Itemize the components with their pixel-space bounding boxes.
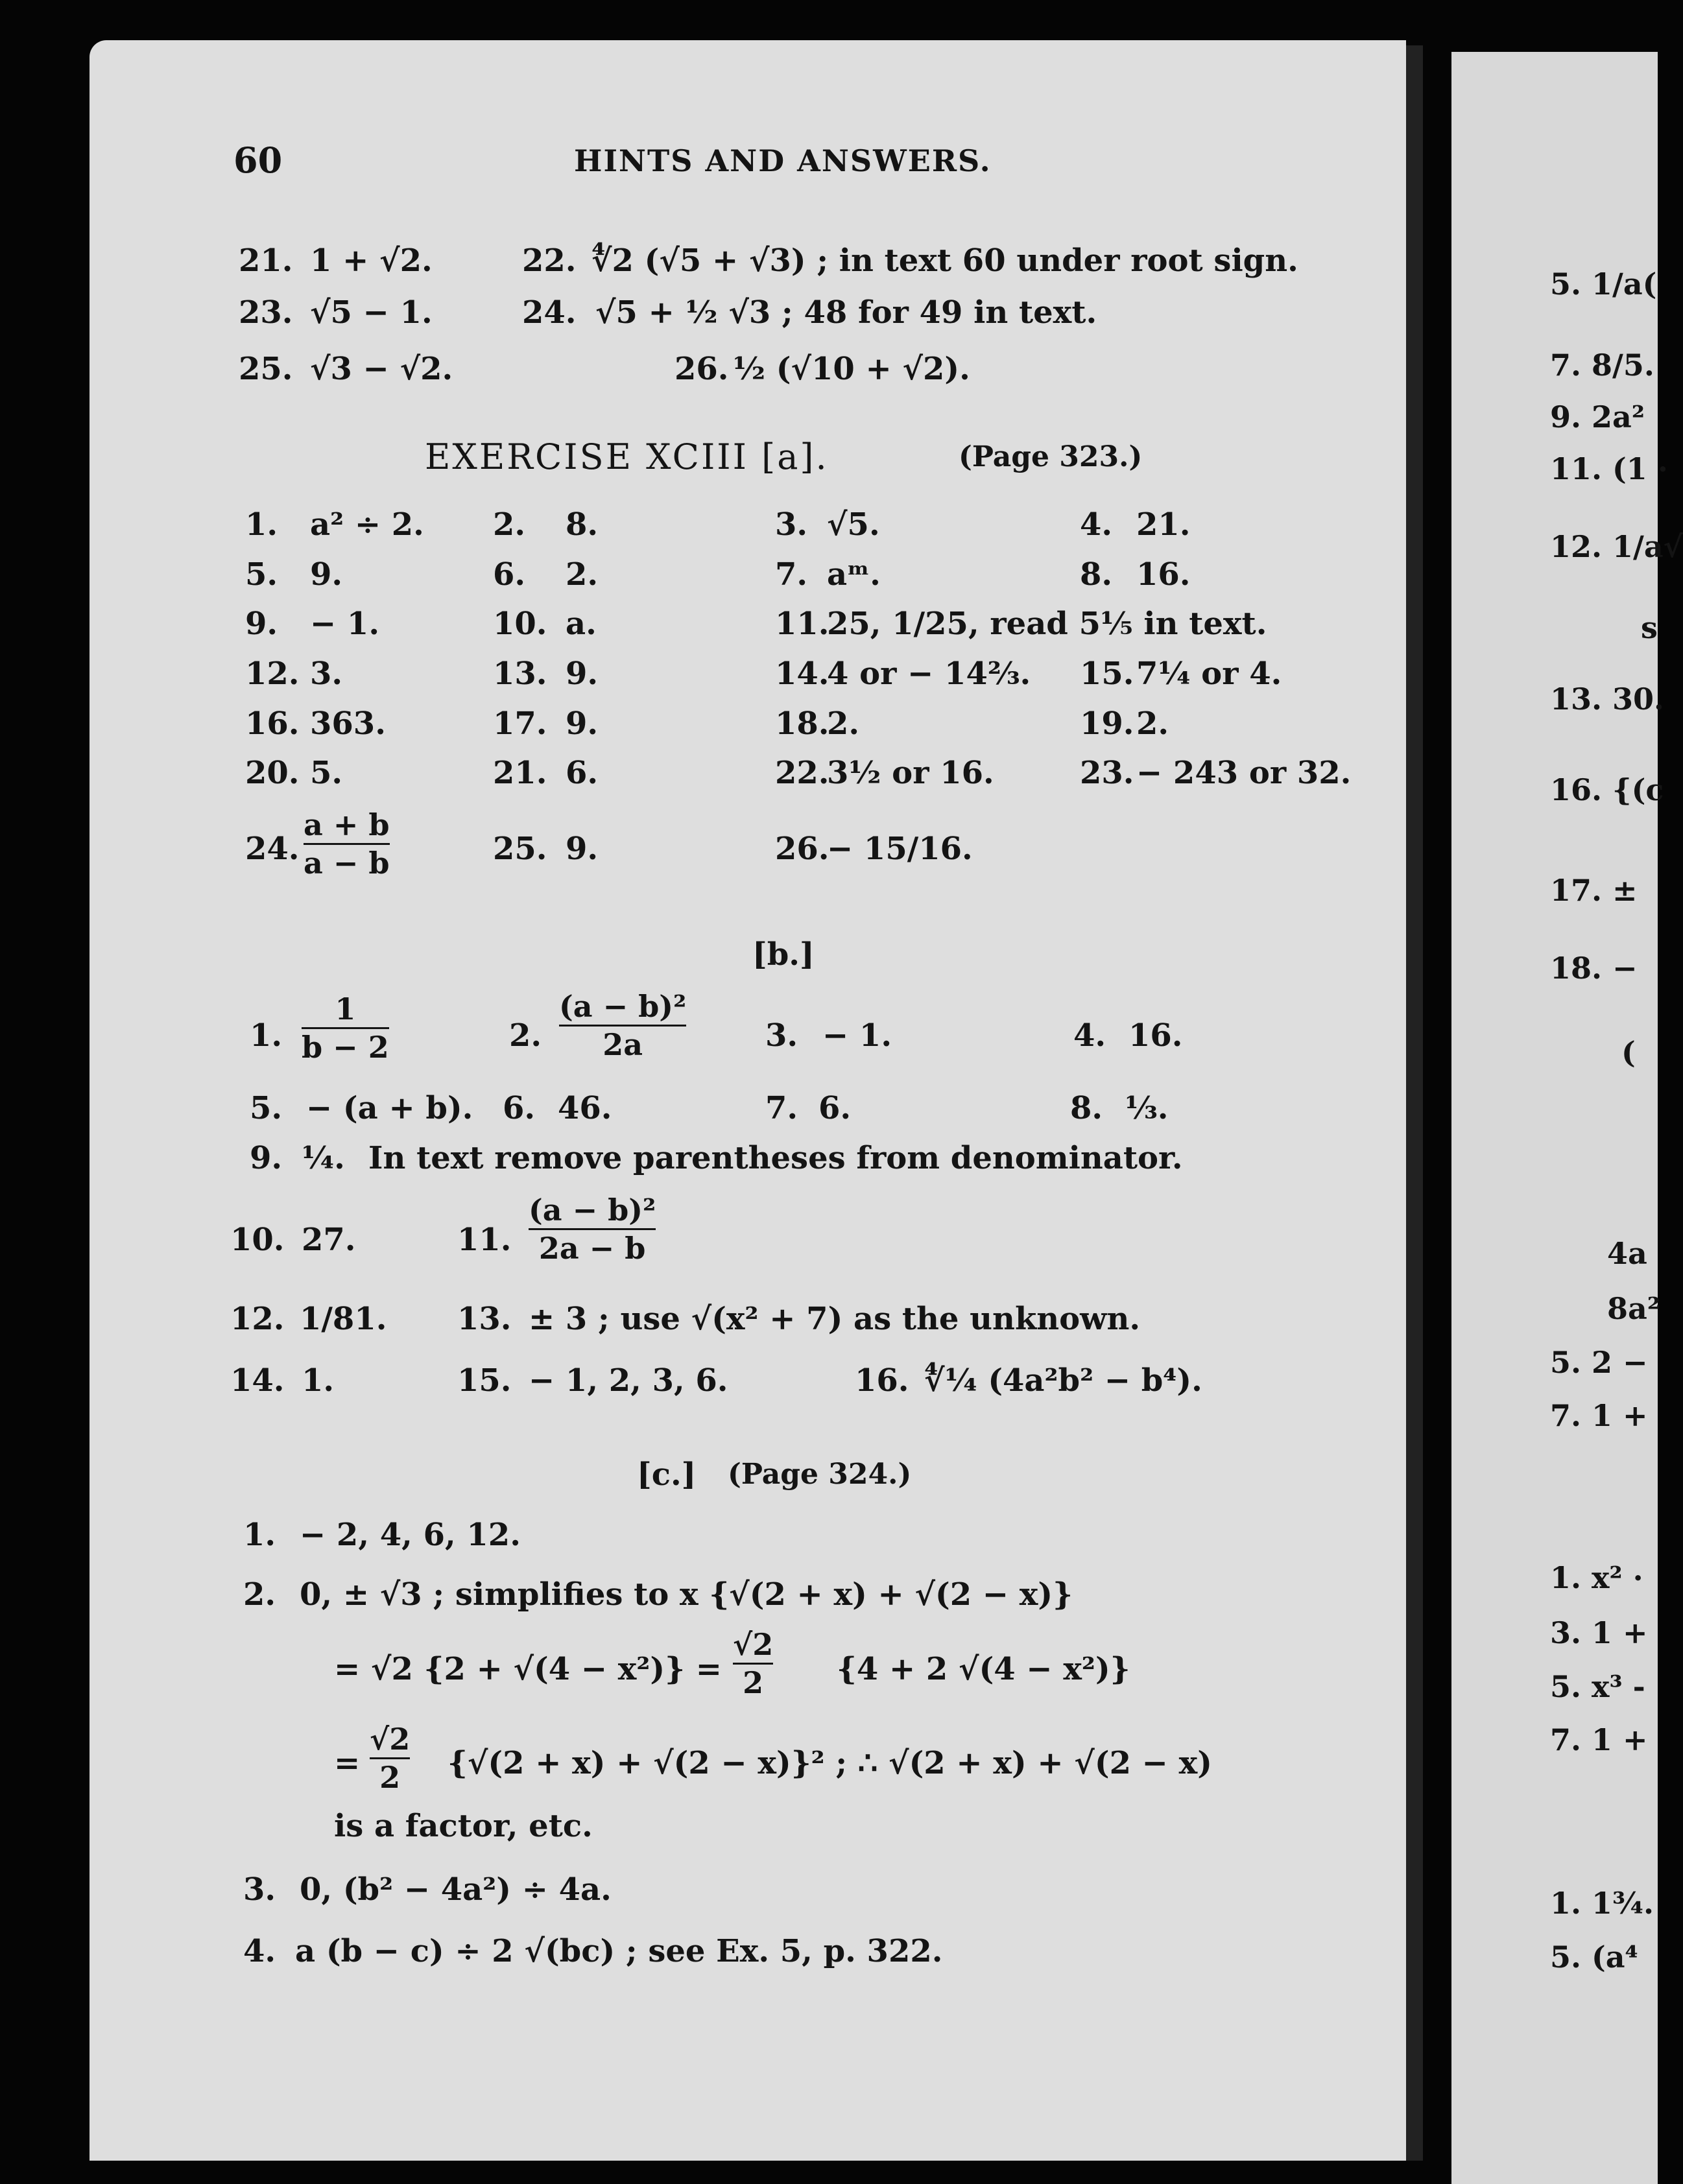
- answer-number: 12.: [230, 1301, 285, 1337]
- answer-text: − 243 or 32.: [1136, 755, 1352, 791]
- answer-text: 5.: [310, 755, 343, 791]
- answer-number: 8.: [1080, 556, 1113, 593]
- answer-number: 26.: [674, 351, 729, 387]
- answer-text: 4 or − 14⅔.: [827, 656, 1031, 692]
- equation-line: =: [334, 1745, 361, 1781]
- page-number: 60: [233, 139, 283, 181]
- right-page-line: 3. 1 +: [1550, 1615, 1648, 1650]
- answer-text: √5 + ½ √3 ; 48 for 49 in text.: [595, 294, 1097, 331]
- right-page-line: 8a²: [1607, 1291, 1660, 1326]
- answer-number: 1.: [243, 1517, 276, 1553]
- answer-number: 3.: [243, 1871, 276, 1908]
- answer-text: − (a + b).: [306, 1090, 473, 1126]
- answer-number: 19.: [1080, 706, 1134, 742]
- right-page-line: 4a: [1607, 1236, 1647, 1271]
- answer-note: In text remove parentheses from denominator.: [368, 1140, 1183, 1176]
- answer-number: 25.: [493, 831, 547, 867]
- right-page-line: 9. 2a²: [1550, 399, 1645, 434]
- exercise-page-ref: (Page 323.): [959, 440, 1143, 473]
- equation-line: = √2 {2 + √(4 − x²)} =: [334, 1651, 722, 1687]
- right-page-line: 17. ±: [1550, 873, 1638, 908]
- right-page-line: 5. (a⁴: [1550, 1940, 1638, 1975]
- section-c-page-ref: (Page 324.): [728, 1458, 912, 1491]
- right-page-line: 7. 8/5.: [1550, 348, 1654, 383]
- answer-text: 9.: [566, 656, 599, 692]
- right-page-line: 13. 30.: [1550, 682, 1665, 717]
- answer-text: a (b − c) ÷ 2 √(bc) ; see Ex. 5, p. 322.: [295, 1933, 943, 1969]
- answer-number: 21.: [239, 243, 293, 279]
- section-b-title: [b.]: [752, 936, 815, 973]
- answer-text: − 1.: [310, 606, 380, 642]
- answer-text: √5.: [827, 506, 880, 543]
- answer-number: 16.: [245, 706, 300, 742]
- right-page-line: 5. 1/a(: [1550, 267, 1657, 302]
- right-page-line: 5. 2 −: [1550, 1345, 1648, 1380]
- right-page-line: 12. 1/a√: [1550, 529, 1683, 564]
- answer-text: 363.: [310, 706, 386, 742]
- answer-number: 9.: [250, 1140, 283, 1176]
- answer-text: ∜¼ (4a²b² − b⁴).: [924, 1362, 1202, 1399]
- fraction-denominator: 2a − b: [538, 1231, 646, 1266]
- fraction-denominator: 2a: [603, 1027, 643, 1063]
- answer-number: 10.: [230, 1222, 285, 1258]
- answer-number: 23.: [239, 294, 293, 331]
- running-title: HINTS AND ANSWERS.: [574, 143, 992, 178]
- answer-text: 27.: [302, 1222, 356, 1258]
- answer-number: 13.: [457, 1301, 512, 1337]
- answer-number: 7.: [765, 1090, 798, 1126]
- fraction-numerator: 1: [335, 991, 356, 1027]
- answer-text: 6.: [566, 755, 599, 791]
- answer-number: 12.: [245, 656, 300, 692]
- right-page-line: 1. x² ·: [1550, 1560, 1643, 1595]
- answer-number: 17.: [493, 706, 547, 742]
- answer-text: 9.: [310, 556, 343, 593]
- fraction-denominator: a − b: [304, 846, 390, 881]
- answer-note: is a factor, etc.: [334, 1808, 593, 1844]
- answer-number: 8.: [1070, 1090, 1103, 1126]
- answer-text: ¼.: [302, 1140, 345, 1176]
- answer-number: 25.: [239, 351, 293, 387]
- answer-number: 13.: [493, 656, 547, 692]
- answer-number: 14.: [230, 1362, 285, 1399]
- answer-number: 26.: [775, 831, 830, 867]
- answer-number: 4.: [1080, 506, 1113, 543]
- right-page-line: 11. (1 ·: [1550, 451, 1668, 486]
- answer-number: 14.: [775, 656, 830, 692]
- answer-number: 15.: [1080, 656, 1134, 692]
- answer-text: 9.: [566, 706, 599, 742]
- fraction-bar: [733, 1663, 773, 1665]
- answer-number: 15.: [457, 1362, 512, 1399]
- answer-text: 7¼ or 4.: [1136, 656, 1282, 692]
- answer-text: ∜2 (√5 + √3) ; in text 60 under root sign.: [591, 243, 1298, 279]
- right-page-line: 1. 1¾.: [1550, 1886, 1654, 1921]
- fraction-b2: [559, 991, 686, 1061]
- answer-text: a.: [566, 606, 597, 642]
- answer-number: 1.: [245, 506, 278, 543]
- equation-line: {4 + 2 √(4 − x²)}: [837, 1651, 1130, 1687]
- answer-text: 21.: [1136, 506, 1191, 543]
- answer-text: 0, (b² − 4a²) ÷ 4a.: [300, 1871, 612, 1908]
- right-page-line: 7. 1 +: [1550, 1398, 1648, 1433]
- answer-number: 2.: [509, 1017, 542, 1054]
- answer-text: 16.: [1136, 556, 1191, 593]
- answer-text: 25, 1/25, read 5⅕ in text.: [827, 606, 1267, 642]
- fraction-bar: [529, 1228, 656, 1230]
- answer-text: 1/81.: [300, 1301, 387, 1337]
- answer-text: 16.: [1128, 1017, 1183, 1054]
- fraction-bar: [370, 1757, 410, 1759]
- answer-text: 6.: [818, 1090, 852, 1126]
- section-c-title: [c.]: [637, 1456, 697, 1493]
- answer-number: 4.: [1073, 1017, 1106, 1054]
- answer-text: − 1, 2, 3, 6.: [529, 1362, 728, 1399]
- fraction-denominator: 2: [379, 1760, 401, 1796]
- right-page-line: (: [1621, 1035, 1636, 1070]
- answer-text: ½ (√10 + √2).: [733, 351, 970, 387]
- fraction-numerator: √2: [370, 1722, 411, 1757]
- answer-text: − 15/16.: [827, 831, 973, 867]
- answer-text: √3 − √2.: [310, 351, 453, 387]
- answer-number: 7.: [775, 556, 808, 593]
- answer-number: 3.: [775, 506, 808, 543]
- fraction-bar: [302, 1027, 389, 1029]
- answer-text: ± 3 ; use √(x² + 7) as the unknown.: [529, 1301, 1141, 1337]
- answer-number: 9.: [245, 606, 278, 642]
- fraction-numerator: a + b: [304, 807, 390, 842]
- answer-text: aᵐ.: [827, 556, 881, 593]
- answer-text: 1 + √2.: [310, 243, 433, 279]
- fraction-numerator: (a − b)²: [529, 1193, 656, 1228]
- answer-number: 2.: [243, 1576, 276, 1613]
- fraction-bar: [304, 843, 390, 845]
- exercise-title: EXERCISE XCIII [a].: [425, 436, 829, 477]
- answer-number: 4.: [243, 1933, 276, 1969]
- answer-number: 10.: [493, 606, 547, 642]
- answer-number: 5.: [245, 556, 278, 593]
- fraction-numerator: √2: [733, 1627, 774, 1662]
- right-page-line: 16. {(c: [1550, 772, 1664, 807]
- right-page-line: 7. 1 +: [1550, 1722, 1648, 1757]
- answer-text: 2.: [827, 706, 860, 742]
- right-page-line: s: [1641, 610, 1658, 645]
- book-spine: [1406, 45, 1423, 2161]
- answer-number: 16.: [855, 1362, 909, 1399]
- answer-text: 8.: [566, 506, 599, 543]
- fraction-root2-over-2: [370, 1724, 410, 1794]
- answer-text: 3½ or 16.: [827, 755, 994, 791]
- answer-number: 1.: [250, 1017, 283, 1054]
- answer-text: ⅓.: [1125, 1090, 1169, 1126]
- answer-number: 21.: [493, 755, 547, 791]
- answer-number: 23.: [1080, 755, 1134, 791]
- answer-text: − 1.: [822, 1017, 892, 1054]
- fraction-root2-over-2: [733, 1629, 773, 1699]
- answer-text: 46.: [558, 1090, 612, 1126]
- answer-number: 22.: [522, 243, 577, 279]
- answer-text: a² ÷ 2.: [310, 506, 424, 543]
- fraction-24: [304, 809, 390, 879]
- answer-number: 22.: [775, 755, 830, 791]
- fraction-b11: [529, 1194, 656, 1264]
- answer-text: 3.: [310, 656, 343, 692]
- answer-number: 24.: [245, 831, 300, 867]
- answer-text: 1.: [302, 1362, 335, 1399]
- answer-text: 2.: [1136, 706, 1169, 742]
- answer-number: 6.: [503, 1090, 536, 1126]
- answer-text: − 2, 4, 6, 12.: [300, 1517, 521, 1553]
- answer-number: 3.: [765, 1017, 798, 1054]
- answer-number: 24.: [522, 294, 577, 331]
- fraction-b1: [302, 993, 389, 1063]
- answer-text: √5 − 1.: [310, 294, 433, 331]
- answer-number: 11.: [457, 1222, 512, 1258]
- answer-text: 0, ± √3 ; simplifies to x {√(2 + x) + √(2 − x)}: [300, 1576, 1073, 1613]
- fraction-bar: [559, 1025, 686, 1027]
- answer-number: 5.: [250, 1090, 283, 1126]
- equation-line: {√(2 + x) + √(2 − x)}² ; ∴ √(2 + x) + √(2 − x): [448, 1745, 1212, 1781]
- answer-text: 9.: [566, 831, 599, 867]
- answer-text: 2.: [566, 556, 599, 593]
- answer-number: 18.: [775, 706, 830, 742]
- answer-number: 2.: [493, 506, 526, 543]
- fraction-numerator: (a − b)²: [559, 989, 687, 1024]
- right-page-line: 5. x³ -: [1550, 1669, 1645, 1704]
- answer-number: 20.: [245, 755, 300, 791]
- answer-number: 11.: [775, 606, 830, 642]
- right-page-line: 18. −: [1550, 951, 1638, 986]
- fraction-denominator: 2: [743, 1665, 764, 1701]
- answer-number: 6.: [493, 556, 526, 593]
- fraction-denominator: b − 2: [302, 1030, 389, 1065]
